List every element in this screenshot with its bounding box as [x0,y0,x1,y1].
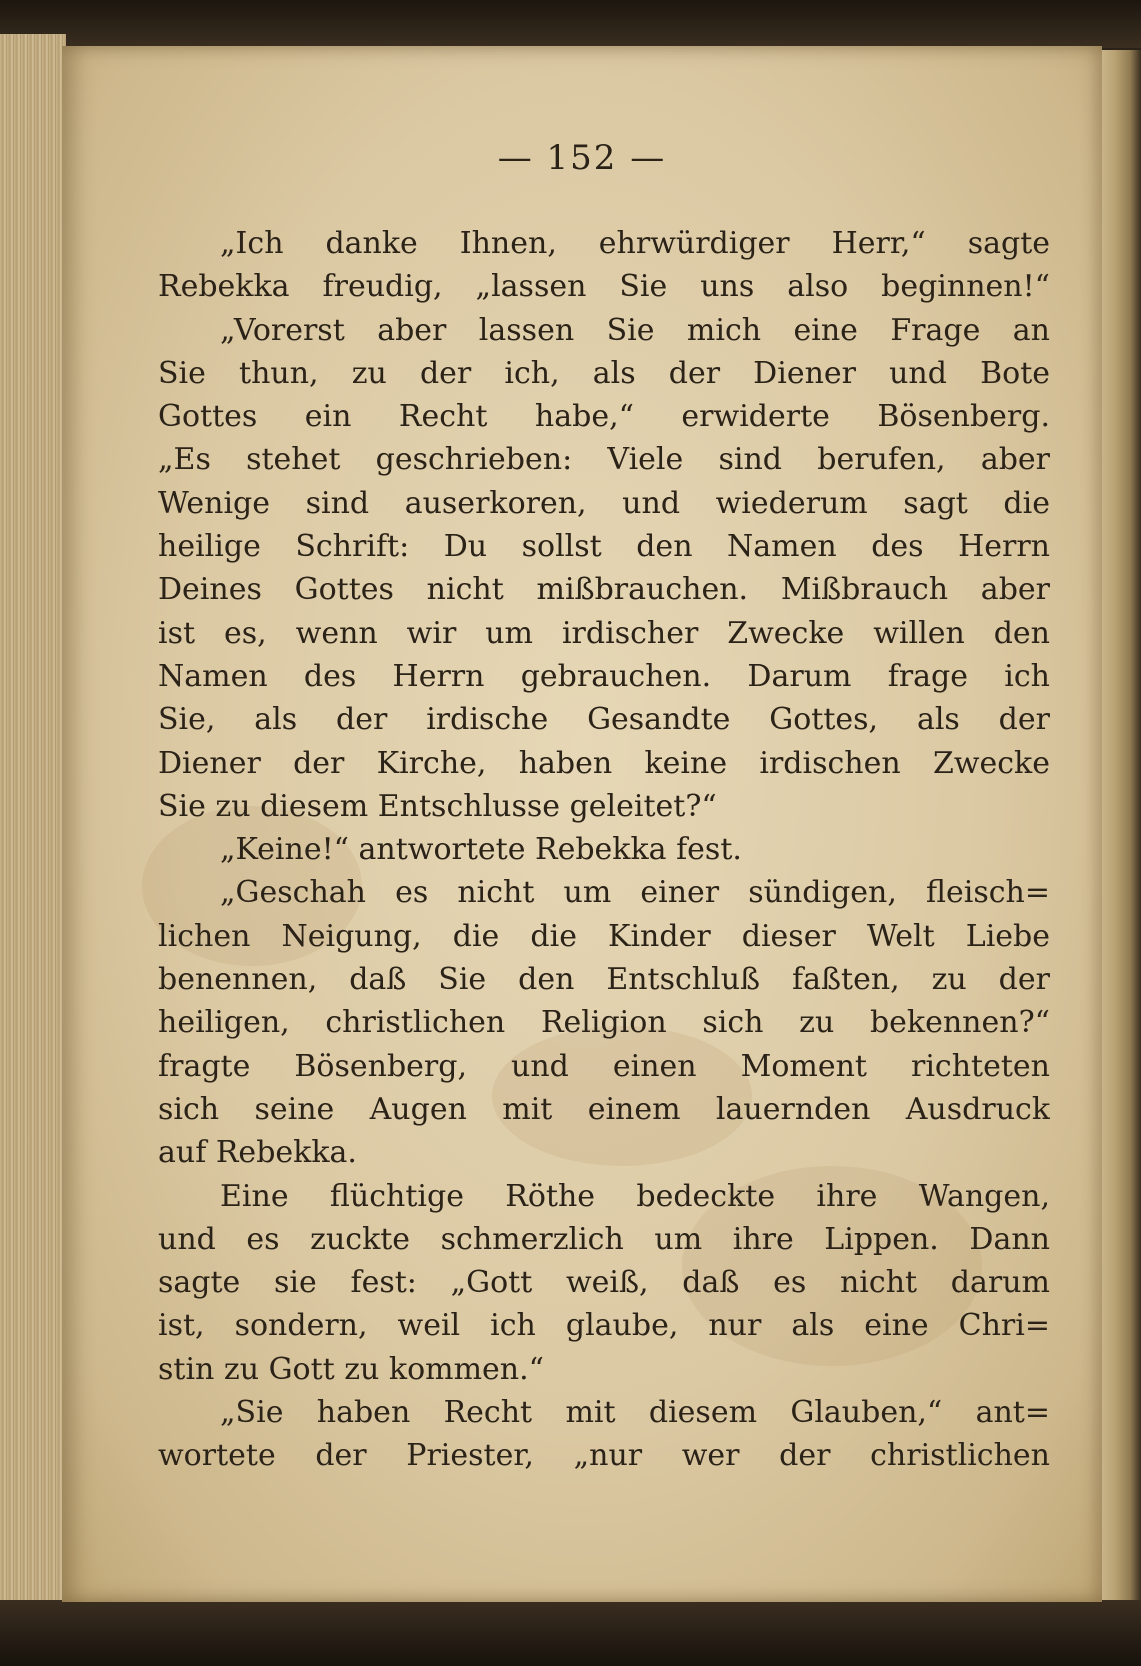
text-line: „Geschah es nicht um einer sündigen, fleisch= [220,875,1050,911]
text-line: fragte Bösenberg, und einen Moment richteten [158,1048,1050,1084]
text-line: Sie zu diesem Entschlusse geleitet?“ [158,788,717,824]
text-line: lichen Neigung, die die Kinder dieser Welt Liebe [158,918,1050,954]
page-number: — 152 — [497,138,667,178]
text-line: ist, sondern, weil ich glaube, nur als eine Chri= [158,1308,1050,1344]
text-line: „Sie haben Recht mit diesem Glauben,“ ant= [220,1395,1050,1431]
book-cover-bottom [0,1600,1141,1666]
text-line: auf Rebekka. [158,1135,357,1171]
book-page [62,46,1102,1602]
text-line: „Ich danke Ihnen, ehrwürdiger Herr,“ sagte [220,226,1050,261]
text-line: Gottes ein Recht habe,“ erwiderte Bösenberg. [158,399,1050,435]
text-line: und es zuckte schmerzlich um ihre Lippen. Dann [158,1221,1050,1257]
text-line: Sie thun, zu der ich, als der Diener und Bote [158,355,1050,391]
text-line: Namen des Herrn gebrauchen. Darum frage ich [158,658,1050,694]
text-line: Deines Gottes nicht mißbrauchen. Mißbrauch aber [158,572,1050,608]
text-line: heiligen, christlichen Religion sich zu bekennen?“ [158,1005,1050,1041]
text-line: wortete der Priester, „nur wer der christlichen [158,1438,1050,1474]
text-line: Sie, als der irdische Gesandte Gottes, als der [158,702,1050,738]
body-text [158,222,1050,1478]
text-line: heilige Schrift: Du sollst den Namen des Herrn [158,529,1050,565]
text-line: Wenige sind auserkoren, und wiederum sagt die [158,485,1050,521]
text-line: sich seine Augen mit einem lauernden Ausdruck [158,1091,1050,1127]
text-line: „Keine!“ antwortete Rebekka fest. [220,832,742,868]
text-line: „Es stehet geschrieben: Viele sind berufen, aber [158,442,1050,478]
text-line: benennen, daß Sie den Entschluß faßten, zu der [158,962,1050,998]
text-line: Eine flüchtige Röthe bedeckte ihre Wangen, [220,1178,1050,1214]
text-line: stin zu Gott zu kommen.“ [158,1351,544,1387]
book-cover-top [0,0,1141,48]
text-line: „Vorerst aber lassen Sie mich eine Frage an [220,312,1050,348]
page-edges-right [1098,50,1141,1600]
text-line: Rebekka freudig, „lassen Sie uns also beginnen!“ [158,269,1050,305]
text-line: Diener der Kirche, haben keine irdischen Zwecke [158,745,1050,781]
page-edges-left [0,34,66,1606]
text-line: ist es, wenn wir um irdischer Zwecke willen den [158,615,1050,651]
text-line: sagte sie fest: „Gott weiß, daß es nicht darum [158,1265,1050,1301]
